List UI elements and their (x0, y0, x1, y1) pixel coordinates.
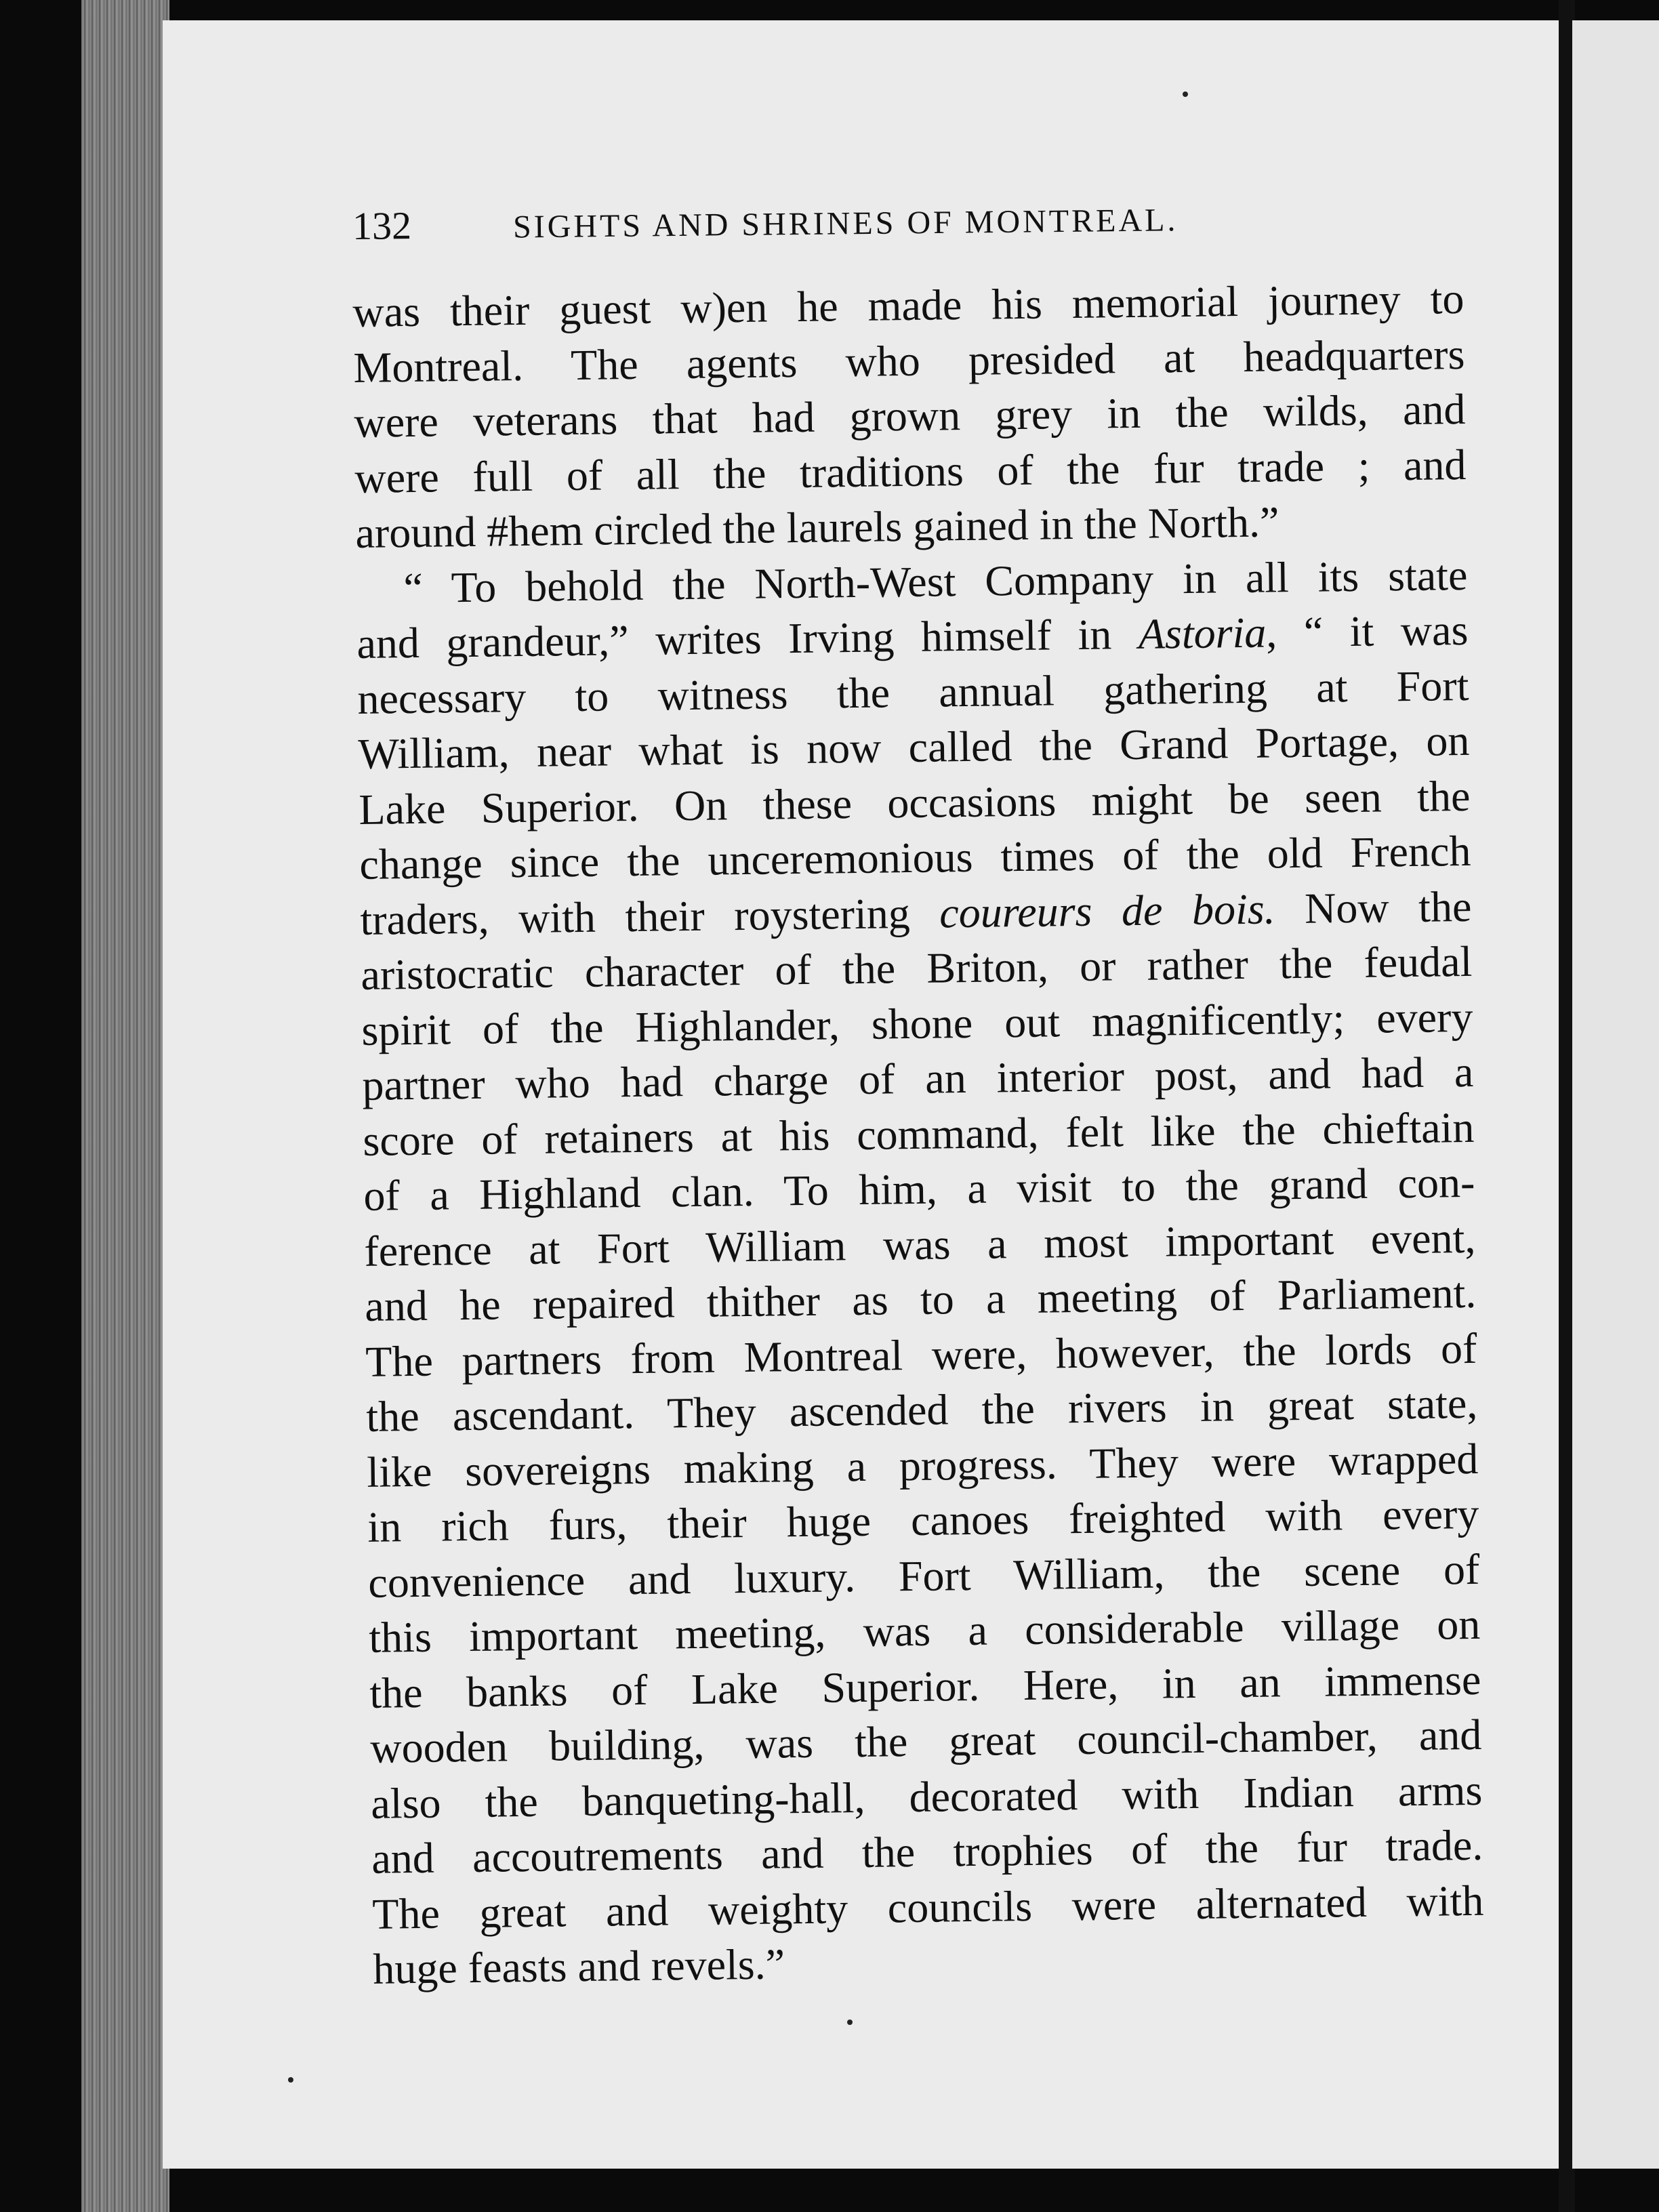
text-line: score of retainers at his command, felt like the chieftain (362, 1103, 1475, 1165)
text-segment: Now the (1275, 882, 1472, 933)
text-line: was their guest w)en he made his memorial journey to (352, 274, 1465, 336)
text-line: and he repaired thither as to a meeting of Parliament. (364, 1268, 1477, 1330)
text-line: were full of all the traditions of the fur trade ; and (354, 440, 1467, 502)
text-line: convenience and luxury. Fort William, the scene of (367, 1544, 1480, 1607)
text-line: necessary to witness the annual gathering at Fort (357, 661, 1469, 723)
running-head: SIGHTS AND SHRINES OF MONTREAL. (512, 202, 1179, 245)
ink-speck (847, 2020, 853, 2025)
text-line: also the banqueting-hall, decorated with Indian arms (370, 1765, 1483, 1828)
text-line: were veterans that had grown grey in the wilds, and (354, 384, 1466, 447)
text-line: The partners from Montreal were, however, the lords of (365, 1324, 1477, 1386)
text-line: spirit of the Highlander, shone out magnificently; every (361, 992, 1473, 1054)
text-line: like sovereigns making a progress. They were wrapped (366, 1434, 1479, 1496)
text-line: this important meeting, was a considerable village on (368, 1599, 1481, 1662)
text-line: change since the unceremonious times of the old French (359, 826, 1471, 888)
text-line: in rich furs, their huge canoes freighted with every (367, 1489, 1479, 1551)
text-line: the ascendant. They ascended the rivers in great state, (365, 1378, 1478, 1441)
text-line: and accoutrements and the trophies of the fur trade. (371, 1820, 1483, 1883)
page-edge-stack (81, 0, 169, 2212)
text-line: The great and weighty councils were alternated with (371, 1876, 1484, 1938)
facing-page-strip (1572, 20, 1659, 2169)
ink-speck (1183, 91, 1188, 97)
text-segment: , “ it was (1265, 605, 1469, 657)
text-line: partner who had charge of an interior post, and had a (362, 1047, 1474, 1109)
text-line: aristocratic character of the Briton, or rather the feudal (361, 937, 1473, 999)
page-number: 132 (352, 203, 412, 248)
text-line: “ To behold the North-West Company in all its state (403, 550, 1468, 612)
text-line: of a Highland clan. To him, a visit to the grand con- (363, 1158, 1475, 1220)
body-text (352, 271, 1485, 1996)
text-segment: and grandeur,” writes Irving himself in (356, 609, 1139, 668)
text-line: huge feasts and revels.” (372, 1940, 785, 1993)
text-line: the banks of Lake Superior. Here, in an immense (369, 1655, 1481, 1717)
text-line: ference at Fort William was a most important event, (363, 1213, 1476, 1275)
ink-speck (288, 2077, 293, 2083)
text-line: wooden building, was the great council-chamber, and (369, 1710, 1482, 1772)
text-line: around #hem circled the laurels gained in the North.” (355, 497, 1279, 557)
text-line: Montreal. The agents who presided at headquarters (353, 329, 1465, 392)
text-segment: traders, with their roystering (360, 888, 940, 944)
italic-phrase-coureurs: coureurs de bois. (939, 884, 1276, 937)
text-line: William, near what is now called the Grand Portage, on (358, 716, 1470, 778)
text-line: Lake Superior. On these occasions might be seen the (359, 771, 1471, 834)
italic-title-astoria: Astoria (1138, 608, 1267, 658)
